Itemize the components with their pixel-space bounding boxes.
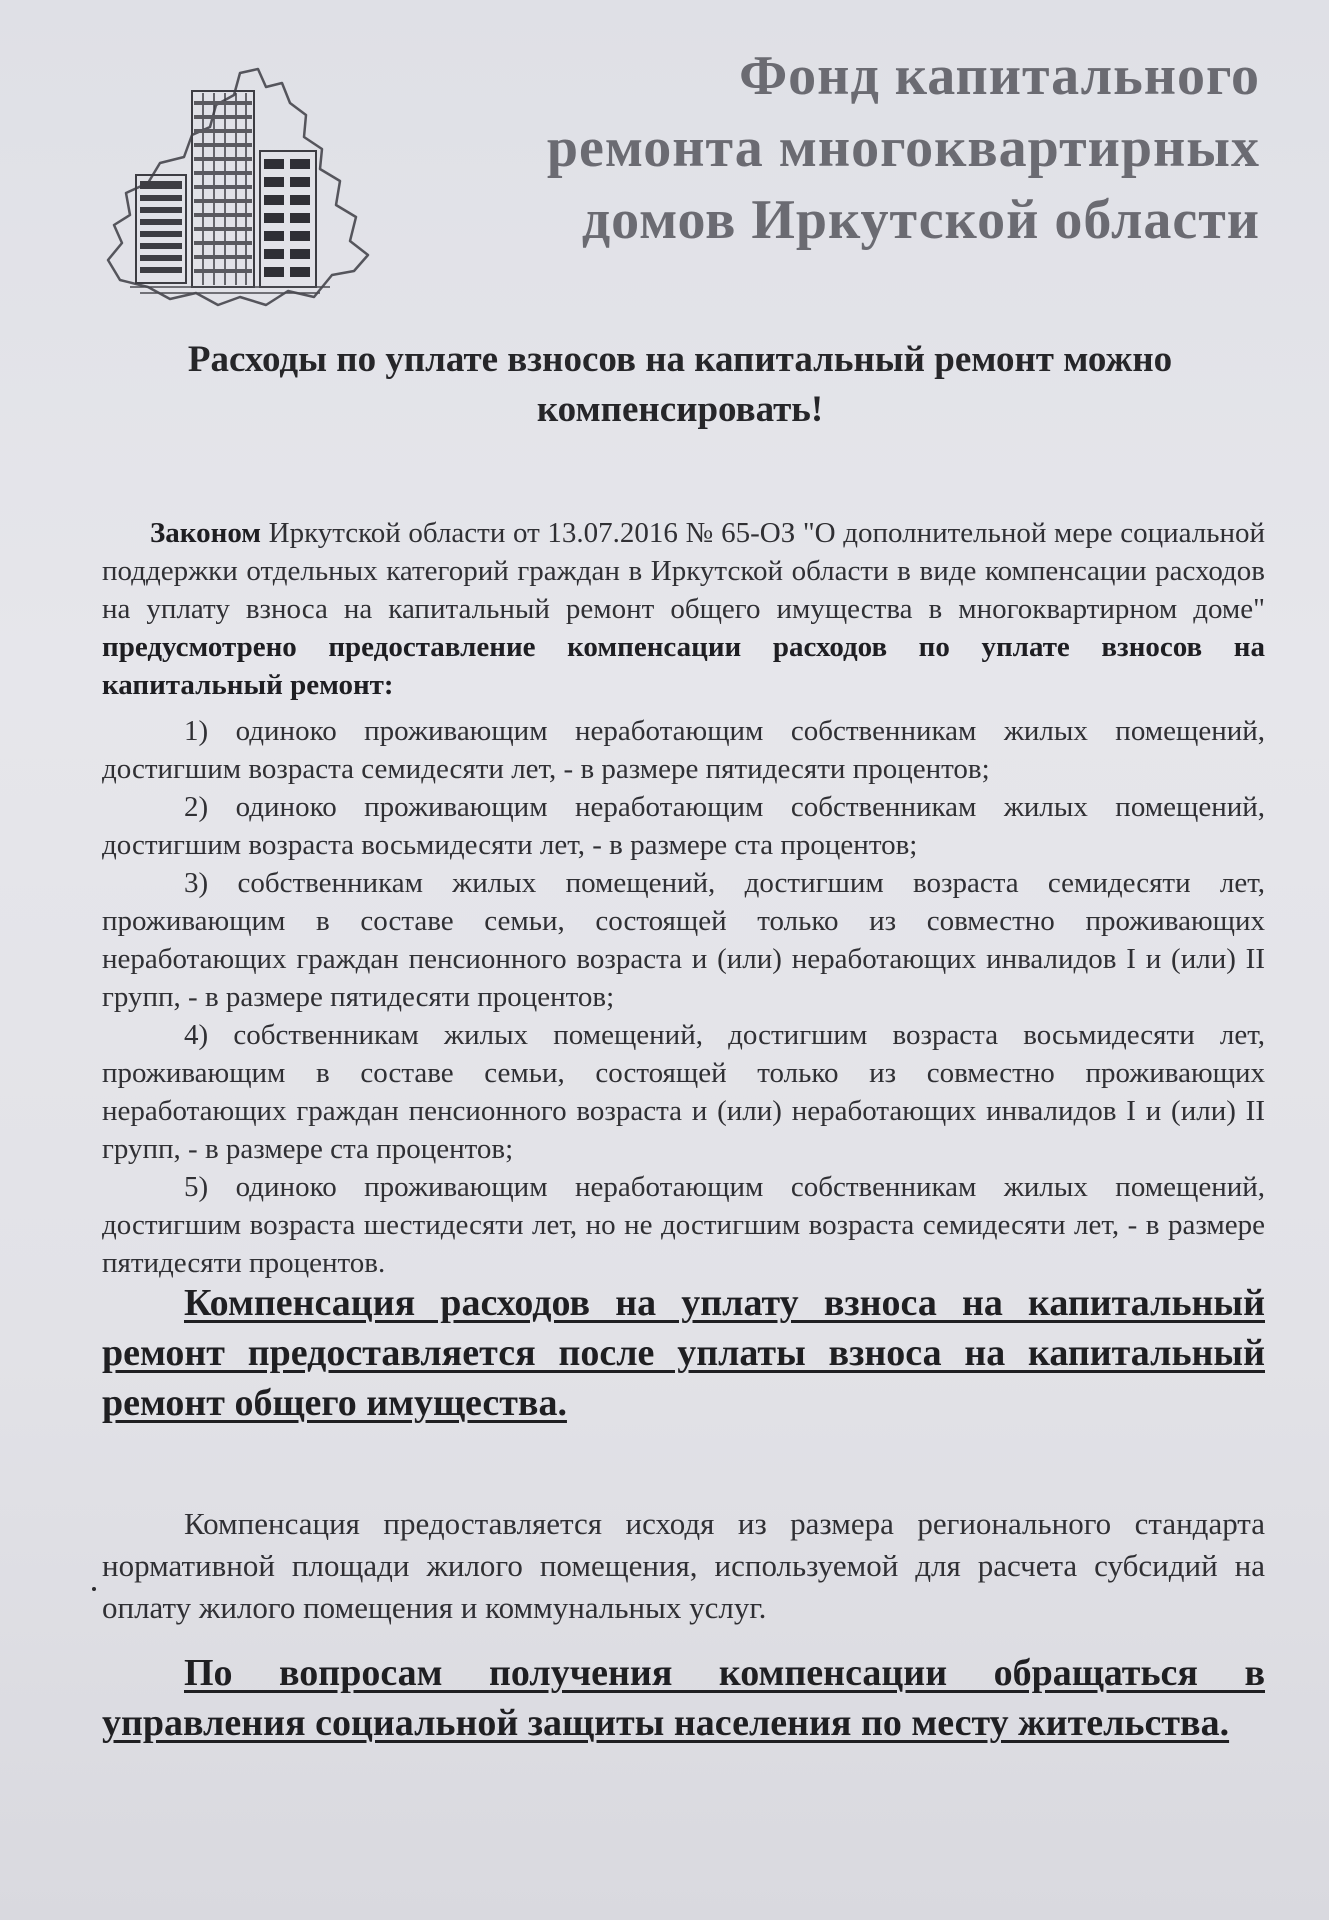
headline-line: Расходы по уплате взносов на капитальный ремонт можно xyxy=(187,339,1173,380)
list-item: 4) собственникам жилых помещений, достигшим возраста восьмидесяти лет, проживающим в составе семьи, состоящей только из совместно проживающих неработающих граждан пенсионного возраста и (или) неработающих инвалидов I и (или) II групп, - в размере ста процентов; xyxy=(102,1019,1265,1165)
buildings-map-icon xyxy=(100,65,375,310)
standard-paragraph: Компенсация предоставляется исходя из размера регионального стандарта нормативной площади жилого помещения, используемой для расчета субсидий на оплату жилого помещения и коммунальных услуг. xyxy=(102,1506,1265,1625)
organization-name xyxy=(430,40,1260,256)
list-item: 2) одиноко проживающим неработающим собственникам жилых помещений, достигшим возраста восьмидесяти лет, - в размере ста процентов; xyxy=(102,791,1265,861)
list-item: 3) собственникам жилых помещений, достигшим возраста семидесяти лет, проживающим в составе семьи, состоящей только из совместно проживающих неработающих граждан пенсионного возраста и (или) неработающих инвалидов I и (или) II групп, - в размере пятидесяти процентов; xyxy=(102,867,1265,1013)
stray-dot xyxy=(92,1587,96,1591)
intro-paragraph xyxy=(102,514,1265,704)
eligibility-list xyxy=(102,712,1265,1282)
headline-line: компенсировать! xyxy=(536,389,824,430)
notice-heading: Компенсация расходов на уплату взноса на капитальный ремонт предоставляется после уплаты взноса на капитальный ремонт общего имущества. xyxy=(102,1282,1265,1424)
intro-text: Иркутской области от 13.07.2016 № 65-ОЗ "О дополнительной мере социальной поддержки отдельных категорий граждан в Иркутской области в виде компенсации расходов на уплату взноса на капитальный ремонт общего имущества в многоквартирном доме" xyxy=(102,517,1265,625)
list-item: 5) одиноко проживающим неработающим собственникам жилых помещений, достигшим возраста шестидесяти лет, но не достигшим возраста семидесяти лет, - в размере пятидесяти процентов. xyxy=(102,1171,1265,1279)
org-name-line: домов Иркутской области xyxy=(581,189,1260,251)
contact-heading: По вопросам получения компенсации обращаться в управления социальной защиты населения по месту жительства. xyxy=(102,1652,1265,1744)
intro-bold-start: Законом xyxy=(150,517,262,549)
headline xyxy=(90,335,1270,435)
org-name-line: Фонд капитального xyxy=(739,45,1260,107)
org-name-line: ремонта многоквартирных xyxy=(546,117,1260,179)
intro-bold-end: предусмотрено предоставление компенсации расходов по уплате взносов на капитальный ремонт: xyxy=(102,631,1265,701)
list-item: 1) одиноко проживающим неработающим собственникам жилых помещений, достигшим возраста семидесяти лет, - в размере пятидесяти процентов; xyxy=(102,715,1265,785)
